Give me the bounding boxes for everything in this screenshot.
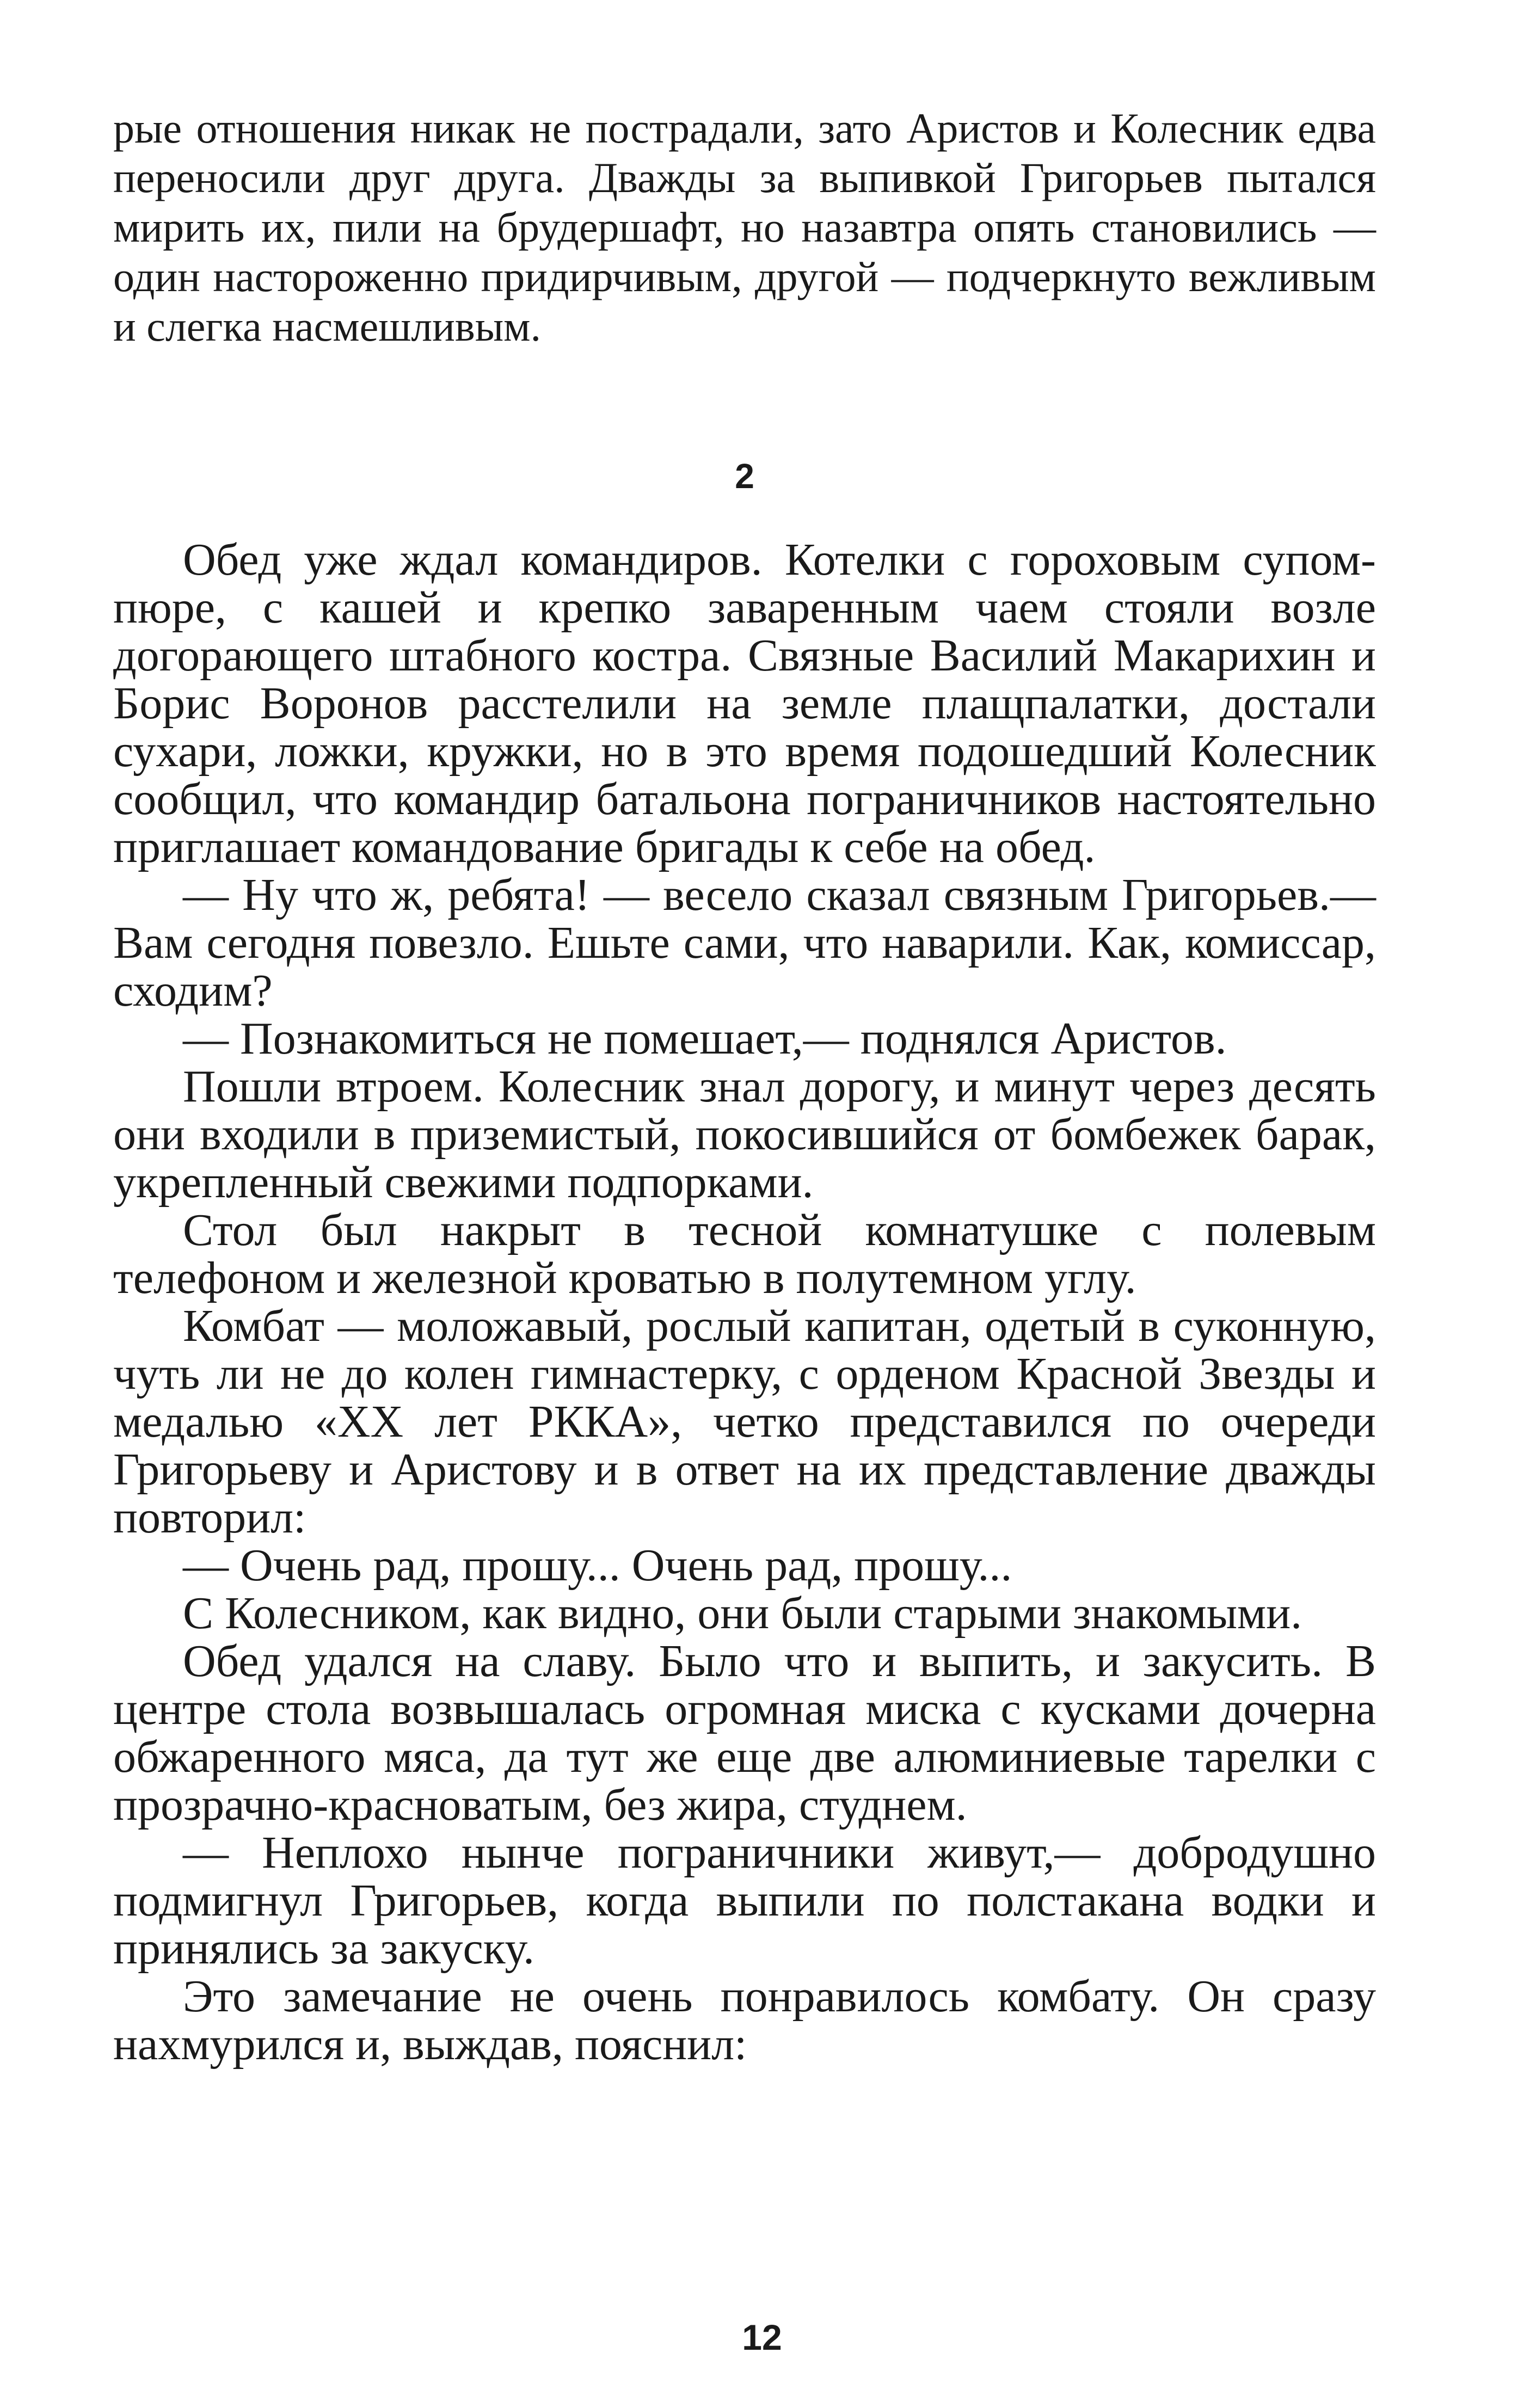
paragraph: Стол был накрыт в тесной комнатушке с полевым телефоном и железной кроватью в полутемном углу. [113, 1205, 1376, 1303]
page-body [113, 103, 1376, 2068]
page-number: 12 [742, 2317, 782, 2357]
paragraph: С Колесником, как видно, они были старыми знакомыми. [183, 1588, 1302, 1639]
section-number: 2 [735, 457, 754, 496]
paragraph: — Очень рад, прошу... Очень рад, прошу... [183, 1540, 1012, 1591]
paragraph: Обед удался на славу. Было что и выпить, и закусить. В центре стола возвышалась огромная миска с кусками дочерна обжаренного мяса, да тут же еще две алюминиевые тарелки с прозрачно-красноватым, без жира, студнем. [113, 1636, 1376, 1830]
paragraph: — Неплохо нынче пограничники живут,— добродушно подмигнул Григорьев, когда выпили по полстакана водки и принялись за закуску. [113, 1827, 1376, 1974]
paragraph: — Ну что ж, ребята! — весело сказал связным Григорьев.— Вам сегодня повезло. Ешьте сами, что наварили. Как, комиссар, сходим? [113, 870, 1376, 1016]
paragraph: — Познакомиться не помешает,— поднялся Аристов. [183, 1013, 1227, 1064]
paragraph: Пошли втроем. Колесник знал дорогу, и минут через десять они входили в приземистый, покосившийся от бомбежек барак, укрепленный свежими подпорками. [113, 1061, 1376, 1208]
paragraph: Это замечание не очень понравилось комбату. Он сразу нахмурился и, выждав, пояснил: [113, 1971, 1376, 2070]
opening-paragraph: рые отношения никак не пострадали, зато Аристов и Колесник едва переносили друг друга. Дважды за выпивкой Григорьев пытался мирить их, пили на брудершафт, но назавтра опять становились — один настороженно придирчивым, другой — подчеркнуто вежливым и слегка насмешливым. [113, 104, 1376, 350]
paragraph: Комбат — моложавый, рослый капитан, одетый в суконную, чуть ли не до колен гимнастерку, с орденом Красной Звезды и медалью «XX лет РККА», четко представился по очереди Григорьеву и Аристову и в ответ на их представление дважды повторил: [113, 1301, 1376, 1543]
paragraph: Обед уже ждал командиров. Котелки с гороховым супом-пюре, с кашей и крепко заваренным чаем стояли возле догорающего штабного костра. Связные Василий Макарихин и Борис Воронов расстелили на земле плащпалатки, достали сухари, ложки, кружки, но в это время подошедший Колесник сообщил, что командир батальона пограничников настоятельно приглашает командование бригады к себе на обед. [113, 534, 1376, 872]
